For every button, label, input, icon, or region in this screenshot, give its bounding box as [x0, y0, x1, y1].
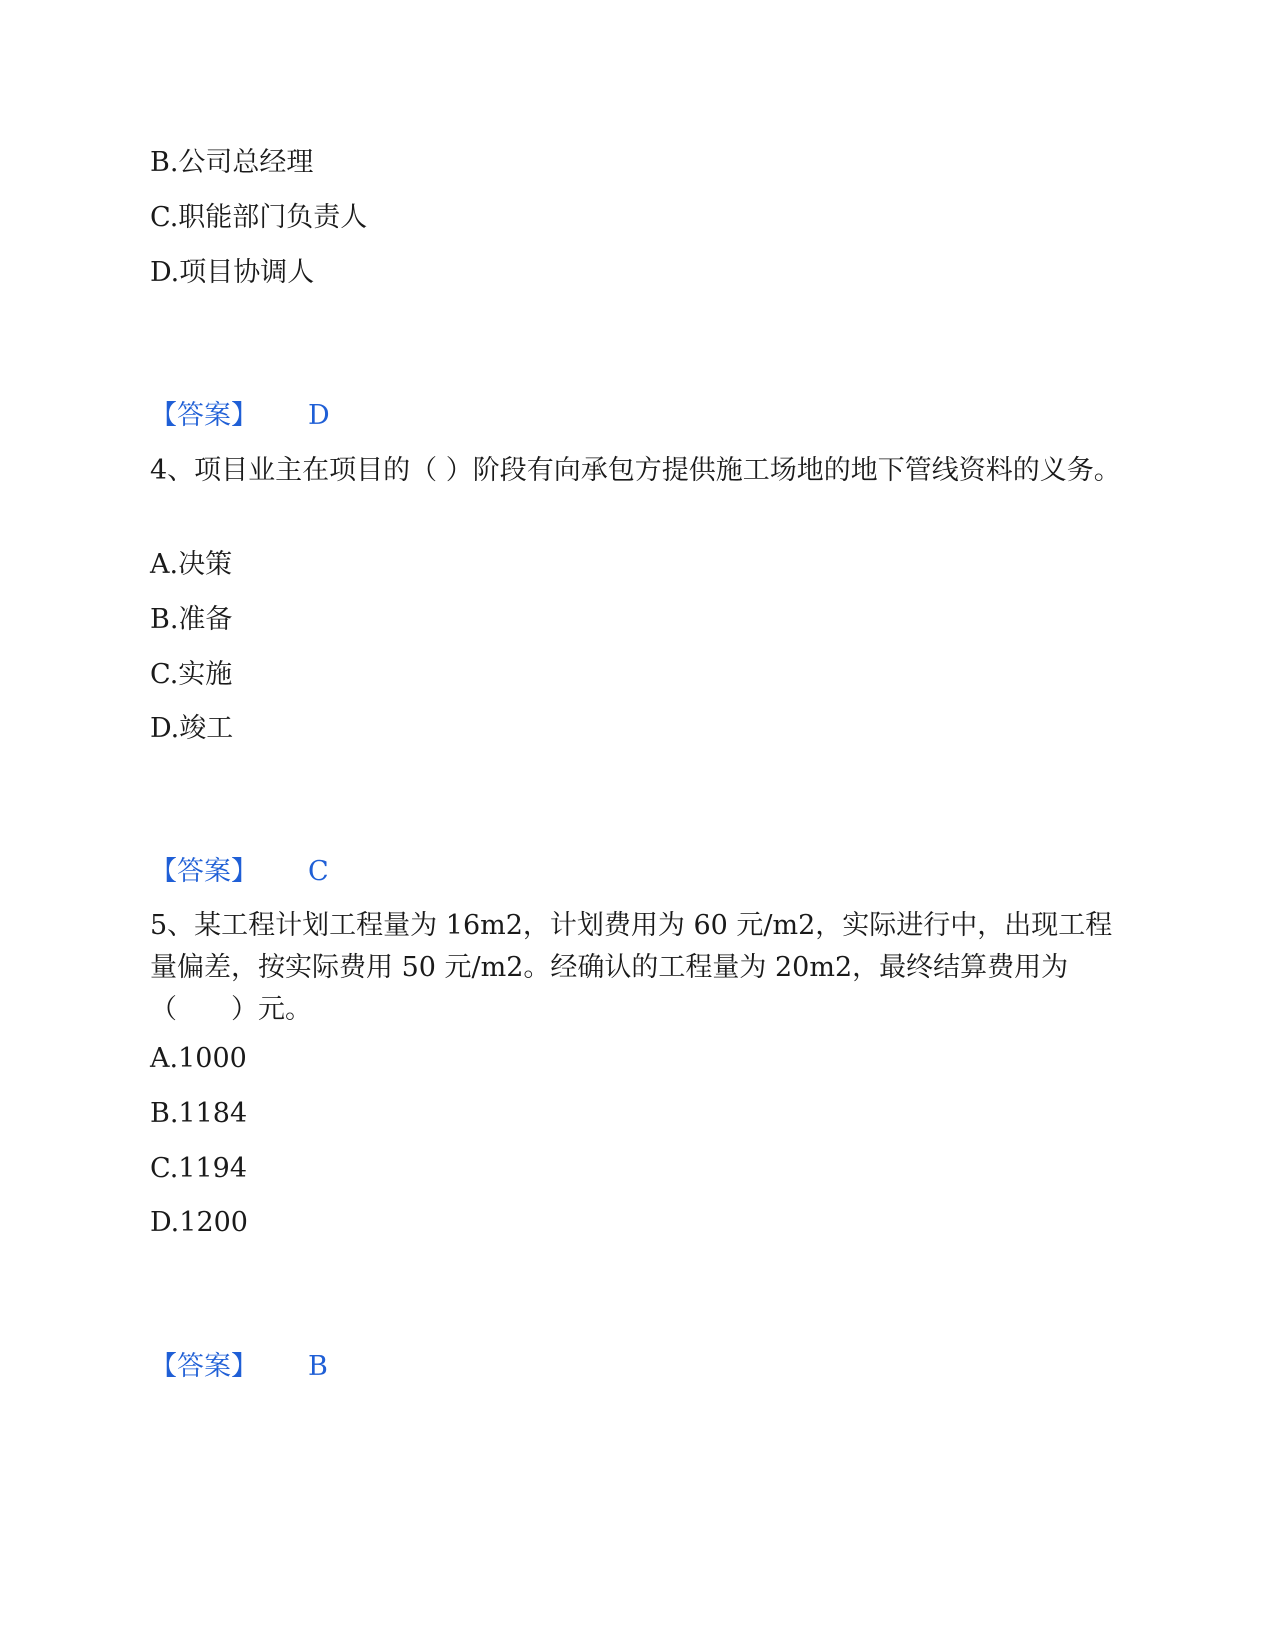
- q5-stem: 5、某工程计划工程量为 16m2，计划费用为 60 元/m2，实际进行中，出现工程量偏差，按实际费用 50 元/m2。经确认的工程量为 20m2，最终结算费用为（ ）元。: [150, 910, 1113, 1025]
- q5-option-b: B.1184: [150, 1098, 248, 1129]
- answer-label: 【答案】: [150, 1351, 258, 1382]
- q4-option-b: B.准备: [150, 604, 233, 635]
- q3-option-b: B.公司总经理: [150, 147, 314, 178]
- q4-option-a: A.决策: [150, 549, 233, 580]
- answer-value: D: [308, 400, 330, 431]
- q5-answer-row: [150, 1352, 328, 1382]
- answer-label: 【答案】: [150, 856, 258, 887]
- q4-stem: 4、项目业主在项目的（ ）阶段有向承包方提供施工场地的地下管线资料的义务。: [150, 455, 1121, 486]
- q3-answer-row: [150, 401, 330, 431]
- q4-answer-row: [150, 857, 329, 887]
- q5-option-c: C.1194: [150, 1153, 247, 1184]
- answer-label: 【答案】: [150, 400, 258, 431]
- q5-option-a: A.1000: [150, 1043, 247, 1074]
- q3-option-c: C.职能部门负责人: [150, 202, 368, 233]
- q4-option-d: D.竣工: [150, 713, 234, 744]
- answer-value: C: [308, 856, 329, 887]
- answer-value: B: [308, 1351, 328, 1382]
- q5-option-d: D.1200: [150, 1207, 248, 1238]
- q4-option-c: C.实施: [150, 659, 233, 690]
- q3-option-d: D.项目协调人: [150, 257, 315, 288]
